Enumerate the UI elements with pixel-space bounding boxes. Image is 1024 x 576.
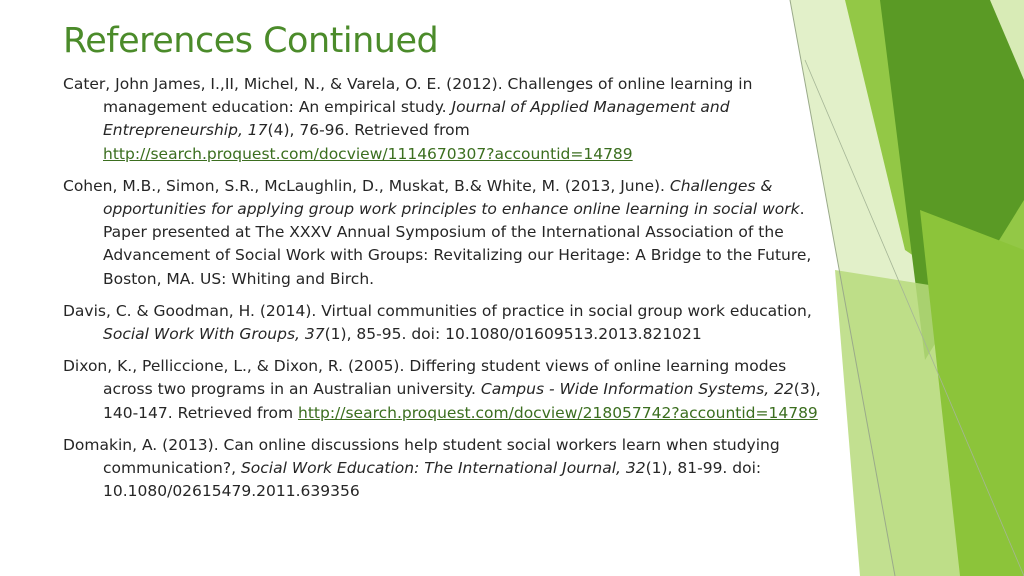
reference-entry [63, 434, 823, 504]
reference-details: (3), 140-147. Retrieved from [103, 380, 821, 422]
reference-text: Cohen, M.B., Simon, S.R., McLaughlin, D., Muskat, B.& White, M. (2013, June). [63, 176, 670, 195]
reference-source-title: Social Work With Groups, 37 [103, 325, 325, 344]
reference-entry [63, 355, 823, 425]
slide-title: References Continued [63, 21, 439, 61]
reference-source-title: Social Work Education: The International Journal, 32 [240, 459, 646, 478]
reference-details: (1), 85-95. doi: 10.1080/01609513.2013.821021 [324, 325, 702, 344]
reference-details: . Paper presented at The XXXV Annual Symposium of the International Association of the Advancement of Social Work with Groups: Revitalizing our Heritage: A Bridge to the Future, Boston, MA. US: Whiting and Birch. [103, 200, 812, 288]
reference-entry [63, 175, 823, 291]
reference-link[interactable]: http://search.proquest.com/docview/1114670307?accountid=14789 [103, 144, 633, 163]
reference-text: Cater, John James, I.,II, Michel, N., & Varela, O. E. (2012). Challenges of online learning in management education: An empirical study. [63, 75, 753, 117]
reference-text: Dixon, K., Pelliccione, L., & Dixon, R. (2005). Differing student views of online learning modes across two programs in an Australian university. [63, 357, 787, 399]
reference-link[interactable]: http://search.proquest.com/docview/218057742?accountid=14789 [298, 403, 818, 422]
reference-text: Domakin, A. (2013). Can online discussions help student social workers learn when studying communication?, [63, 435, 780, 478]
reference-entry [63, 73, 823, 166]
reference-text: Davis, C. & Goodman, H. (2014). Virtual communities of practice in social group work education, [63, 301, 812, 320]
reference-source-title: Challenges & opportunities for applying group work principles to enhance online learning in social work [103, 176, 800, 219]
reference-details: (4), 76-96. Retrieved from [267, 121, 470, 140]
reference-list [63, 73, 823, 512]
reference-details: (1), 81-99. doi: 10.1080/02615479.2011.639356 [103, 459, 762, 501]
reference-source-title: Journal of Applied Management and Entrepreneurship, 17 [103, 98, 730, 140]
reference-entry [63, 300, 823, 346]
reference-source-title: Campus - Wide Information Systems, 22 [480, 380, 794, 399]
